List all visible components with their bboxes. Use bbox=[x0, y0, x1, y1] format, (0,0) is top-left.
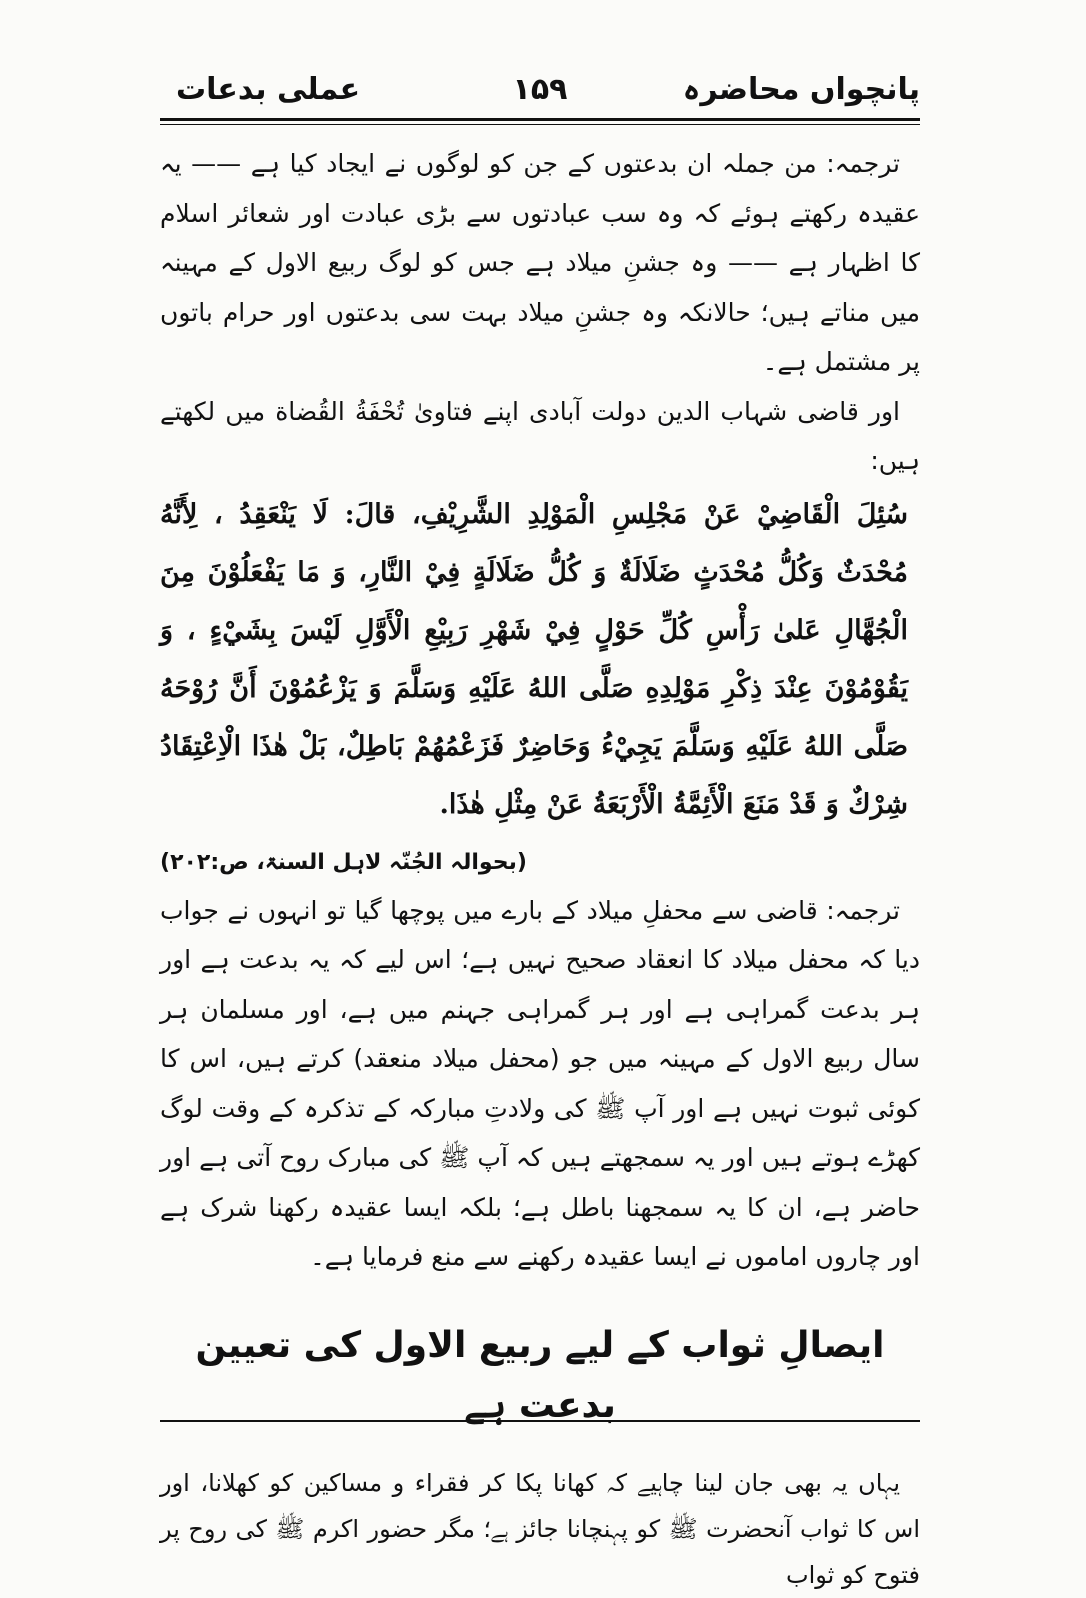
chapter-title: پانچواں محاضرہ bbox=[682, 72, 920, 107]
section-heading: ایصالِ ثواب کے لیے ربیع الاول کی تعیین بدعت ہے bbox=[195, 1324, 885, 1426]
page-number: ۱۵۹ bbox=[512, 72, 568, 107]
translation-block bbox=[160, 886, 920, 1282]
translation-paragraph-1: ترجمہ: من جملہ ان بدعتوں کے جن کو لوگوں نے ایجاد کیا ہے —— یہ عقیدہ رکھتے ہوئے کہ وہ سب عبادتوں سے بڑی عبادت اور شعائر اسلام کا اظہار ہے —— وہ جشنِ میلاد ہے جس کو لوگ ربیع الاول کے مہینہ میں مناتے ہیں؛ حالانکہ وہ جشنِ میلاد بہت سی بدعتوں اور حرام باتوں پر مشتمل ہے۔ bbox=[160, 149, 920, 376]
header-double-rule bbox=[160, 118, 920, 125]
closing-paragraph: یہاں یہ بھی جان لینا چاہیے کہ کھانا پکا کر فقراء و مساکین کو کھلانا، اور اس کا ثواب آنحضرت ﷺ کو پہنچانا جائز ہے؛ مگر حضور اکرم ﷺ کی روح پر فتوح کو ثواب bbox=[160, 1468, 920, 1589]
main-text bbox=[160, 139, 920, 486]
source-citation: (بحوالہ الجُنّہ لاہل السنۃ، ص:۲۰۲) bbox=[160, 849, 527, 875]
book-page bbox=[160, 68, 920, 1589]
topic-title: عملی بدعات bbox=[176, 72, 361, 107]
translation-paragraph-2: ترجمہ: قاضی سے محفلِ میلاد کے بارے میں پوچھا گیا تو انہوں نے جواب دیا کہ محفل میلاد کا انعقاد صحیح نہیں ہے؛ اس لیے کہ یہ بدعت ہے اور ہر بدعت گمراہی ہے اور ہر گمراہی جہنم میں ہے، اور مسلمان ہر سال ربیع الاول کے مہینہ میں جو (محفل میلاد منعقد) کرتے ہیں، اس کا کوئی ثبوت نہیں ہے اور آپ ﷺ کی ولادتِ مبارکہ کے تذکرہ کے وقت لوگ کھڑے ہوتے ہیں اور یہ سمجھتے ہیں کہ آپ ﷺ کی مبارک روح آتی ہے اور حاضر ہے، ان کا یہ سمجھنا باطل ہے؛ بلکہ ایسا عقیدہ رکھنا شرک ہے اور چاروں اماموں نے ایسا عقیدہ رکھنے سے منع فرمایا ہے۔ bbox=[160, 895, 920, 1271]
intro-qazi-paragraph: اور قاضی شہاب الدین دولت آبادی اپنے فتاویٰ تُحْفَةُ القُضاة میں لکھتے ہیں: bbox=[160, 396, 920, 475]
arabic-quotation: سُئِلَ الْقَاضِيْ عَنْ مَجْلِسِ الْمَوْلِدِ الشَّرِيْفِ، قالَ: لَا يَنْعَقِدُ ، لِأَنَّهُ مُحْدَثٌ وَكُلُّ مُحْدَثٍ ضَلَالَةٌ وَ كُلُّ ضَلَالَةٍ فِيْ النَّارِ، وَ مَا يَفْعَلُوْنَ مِنَ الْجُهَّالِ عَلىٰ رَأْسِ كُلِّ حَوْلٍ فِيْ شَهْرِ رَبِيْعِ الْأَوَّلِ لَيْسَ بِشَيْءٍ ، وَ يَقُوْمُوْنَ عِنْدَ ذِكْرِ مَوْلِدِهِ صَلَّى اللهُ عَلَيْهِ وَسَلَّمَ وَ يَزْعُمُوْنَ أَنَّ رُوْحَهُ صَلَّى اللهُ عَلَيْهِ وَسَلَّمَ يَجِيْءُ وَحَاضِرٌ فَزَعْمُهُمْ بَاطِلٌ، بَلْ هٰذَا الْاِعْتِقَادُ شِرْكٌ وَ قَدْ مَنَعَ الْأَئِمَّةُ الْأَرْبَعَةُ عَنْ مِثْلِ هٰذَا. bbox=[160, 498, 908, 820]
footer-rule bbox=[160, 1420, 920, 1422]
running-header bbox=[160, 68, 920, 118]
